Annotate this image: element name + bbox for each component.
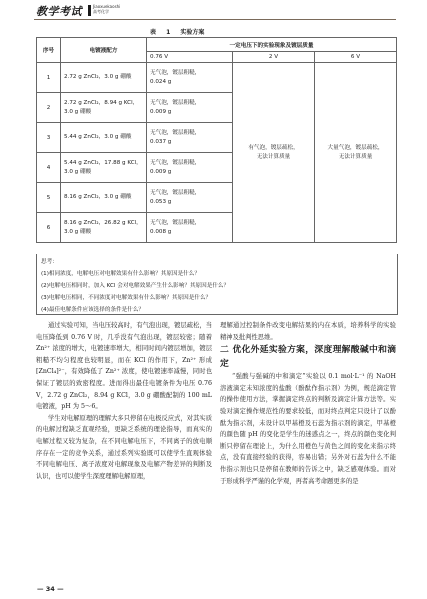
header-voltage-0-76: 0.76 V: [147, 52, 233, 63]
recipe-line: 3.0 g 硼酸: [64, 168, 92, 175]
section-heading: 二 优化外延实验方案，深度理解酸碱中和滴定: [220, 345, 396, 370]
recipe-line: 2.72 g ZnCl₂，3.0 g 硼酸: [64, 74, 132, 80]
experiment-plan-table: [36, 37, 397, 243]
row-recipe: [61, 123, 147, 153]
observation-line: 0.009 g: [150, 168, 172, 175]
observation-line: 无气泡，镀层粗糙，: [150, 129, 201, 136]
recipe-line: 2.72 g ZnCl₂，8.94 g KCl，: [64, 99, 139, 106]
header-plating-recipe: 电镀液配方: [61, 38, 147, 63]
row-recipe: [61, 183, 147, 213]
header-voltage-6: 6 V: [315, 52, 397, 63]
recipe-line: 8.16 g ZnCl₂，26.82 g KCl，: [64, 219, 142, 226]
observation-line: 无气泡，镀层粗糙，: [150, 159, 201, 166]
left-column: [36, 320, 212, 482]
header-voltage-2: 2 V: [233, 52, 315, 63]
recipe-line: 8.16 g ZnCl₂，3.0 g 硼酸: [64, 194, 132, 200]
row-recipe: [61, 153, 147, 183]
table-title: 表 1 实验方案: [150, 29, 205, 36]
journal-subtitle: Jiaoxuekaoshi 高考化学: [93, 4, 121, 14]
header-rule: [34, 19, 396, 20]
row-observation: [147, 213, 233, 243]
notes-question-1: (1)相同浓度，电解电压对电解效果有什么影响？其原因是什么？: [41, 271, 200, 277]
notes-question-4: (4)最佳电解条件应该选择的条件是什么？: [41, 307, 145, 313]
journal-brand: 教学考试: [36, 5, 82, 18]
row-observation: [147, 63, 233, 93]
row-observation: [147, 183, 233, 213]
page-header: [0, 0, 427, 20]
result-line: 无法计算质量: [338, 153, 373, 160]
recipe-line: 5.44 g ZnCl₂，17.88 g KCl，: [64, 159, 142, 166]
observation-line: 无气泡，镀层粗糙，: [150, 219, 201, 226]
observation-line: 无气泡，镀层粗糙，: [150, 99, 201, 106]
row-recipe: [61, 63, 147, 93]
observation-line: 0.037 g: [150, 138, 172, 145]
row-seq: 6: [37, 213, 61, 243]
observation-line: 无气泡，镀层粗糙，: [150, 69, 201, 76]
row-recipe: [61, 213, 147, 243]
notes-question-2: (2)电解电压相同时，加入 KCl 会对电解效果产生什么影响？其原因是什么？: [41, 283, 230, 289]
row-seq: 3: [37, 123, 61, 153]
row-seq: 1: [37, 63, 61, 93]
paragraph-titration: “强酸与强碱的中和滴定”实验以 0.1 mol·L⁻¹ 的 NaOH 溶液滴定未知浓度的盐酸（酚酞作指示剂）为例，规范滴定管的操作使用方法，掌握滴定终点的判断及滴定计算方法等。实验对滴定操作规范性的要求较低，而对终点判定只设计了以酚酞为指示剂，未设计以甲基橙及石蕊为指示剂的滴定，甲基橙的颜色随 pH 的变化是学生的迷惑点之一，终点的颜色变化判断只停留在理论上，为什么用橙色与黄色之间的变化来指示终点，没有直接经验的获得，容易出错；另外对石蕊为什么不能作指示剂也只是停留在教师的告诉之中，缺乏感观体验。而对于形成科学严谨的化学观，再者高考命题更多的是: [220, 373, 396, 485]
result-line: 无法计算质量: [256, 153, 291, 160]
recipe-line: 5.44 g ZnCl₂，3.0 g 硼酸: [64, 134, 132, 140]
row-seq: 4: [37, 153, 61, 183]
observation-line: 无气泡，镀层粗糙，: [150, 189, 201, 196]
recipe-line: 3.0 g 硼酸: [64, 228, 92, 235]
observation-line: 0.008 g: [150, 228, 172, 235]
result-line: 大量气泡，镀层疏松，: [327, 144, 384, 151]
recipe-line: 3.0 g 硼酸: [64, 108, 92, 115]
observation-line: 0.024 g: [150, 78, 172, 85]
voltage-6-result: [315, 63, 397, 243]
result-line: 有气泡，镀层疏松，: [248, 144, 299, 151]
paragraph-continuation: 理解通过控制条件改变电解结果的内在本质，培养科学的实验精神及批判性思维。: [220, 322, 396, 341]
paragraph-electroplating-results: 通过实验可知，当电压较高时，有气泡出现，镀层疏松，当电压降低到 0.76 V 时，几乎没有气泡出现，镀层较密；随着 Zn²⁺ 浓度的增大，电镀速率增大，相同时间内镀层增加，镀层粗糙不均匀程度也较明显，而在 KCl 的作用下，Zn²⁺ 形成[ZnCl₄]²⁻，有效降低了 Zn²⁺ 浓度，使电镀速率减慢，同时也保证了镀层的致密程度。进而得出最佳电镀条件为电压 0.76 V，2.72 g ZnCl₂，8.94 g KCl，3.0 g 硼酸配制的 100 mL 电镀液，pH 为 5～6。: [36, 322, 212, 411]
reflection-notes: [36, 254, 398, 315]
notes-question-3: (3)电解电压相同，不同浓度对电解效果有什么影响？其原因是什么？: [41, 295, 212, 301]
brand-divider: [88, 5, 91, 16]
header-seq: 序号: [37, 38, 61, 63]
row-recipe: [61, 93, 147, 123]
page-number: — 34 —: [37, 585, 64, 593]
row-observation: [147, 123, 233, 153]
notes-label: 思考：: [41, 259, 58, 265]
observation-line: 0.009 g: [150, 108, 172, 115]
table-row: [37, 63, 397, 93]
row-observation: [147, 93, 233, 123]
right-column: [220, 320, 396, 487]
row-seq: 5: [37, 183, 61, 213]
header-observation-group: 一定电压下的实验现象及镀层质量: [147, 38, 397, 52]
row-observation: [147, 153, 233, 183]
row-seq: 2: [37, 93, 61, 123]
observation-line: 0.053 g: [150, 198, 172, 205]
voltage-2-result: [233, 63, 315, 243]
paragraph-student-understanding: 学生对电解原理的理解大多只停留在电极反应式，对其实质的电解过程缺乏直观经验，更缺乏系统的理论指导，而真实的电解过程又较为复杂，在不同电解电压下，不同离子的放电顺序存在一定的竞争关系，通过系列实验既可以使学生直观体验不同电解电压、离子浓度对电解现象及电解产物差异的判断及认识，也可以使学生深度理解电解原理，: [36, 414, 212, 480]
